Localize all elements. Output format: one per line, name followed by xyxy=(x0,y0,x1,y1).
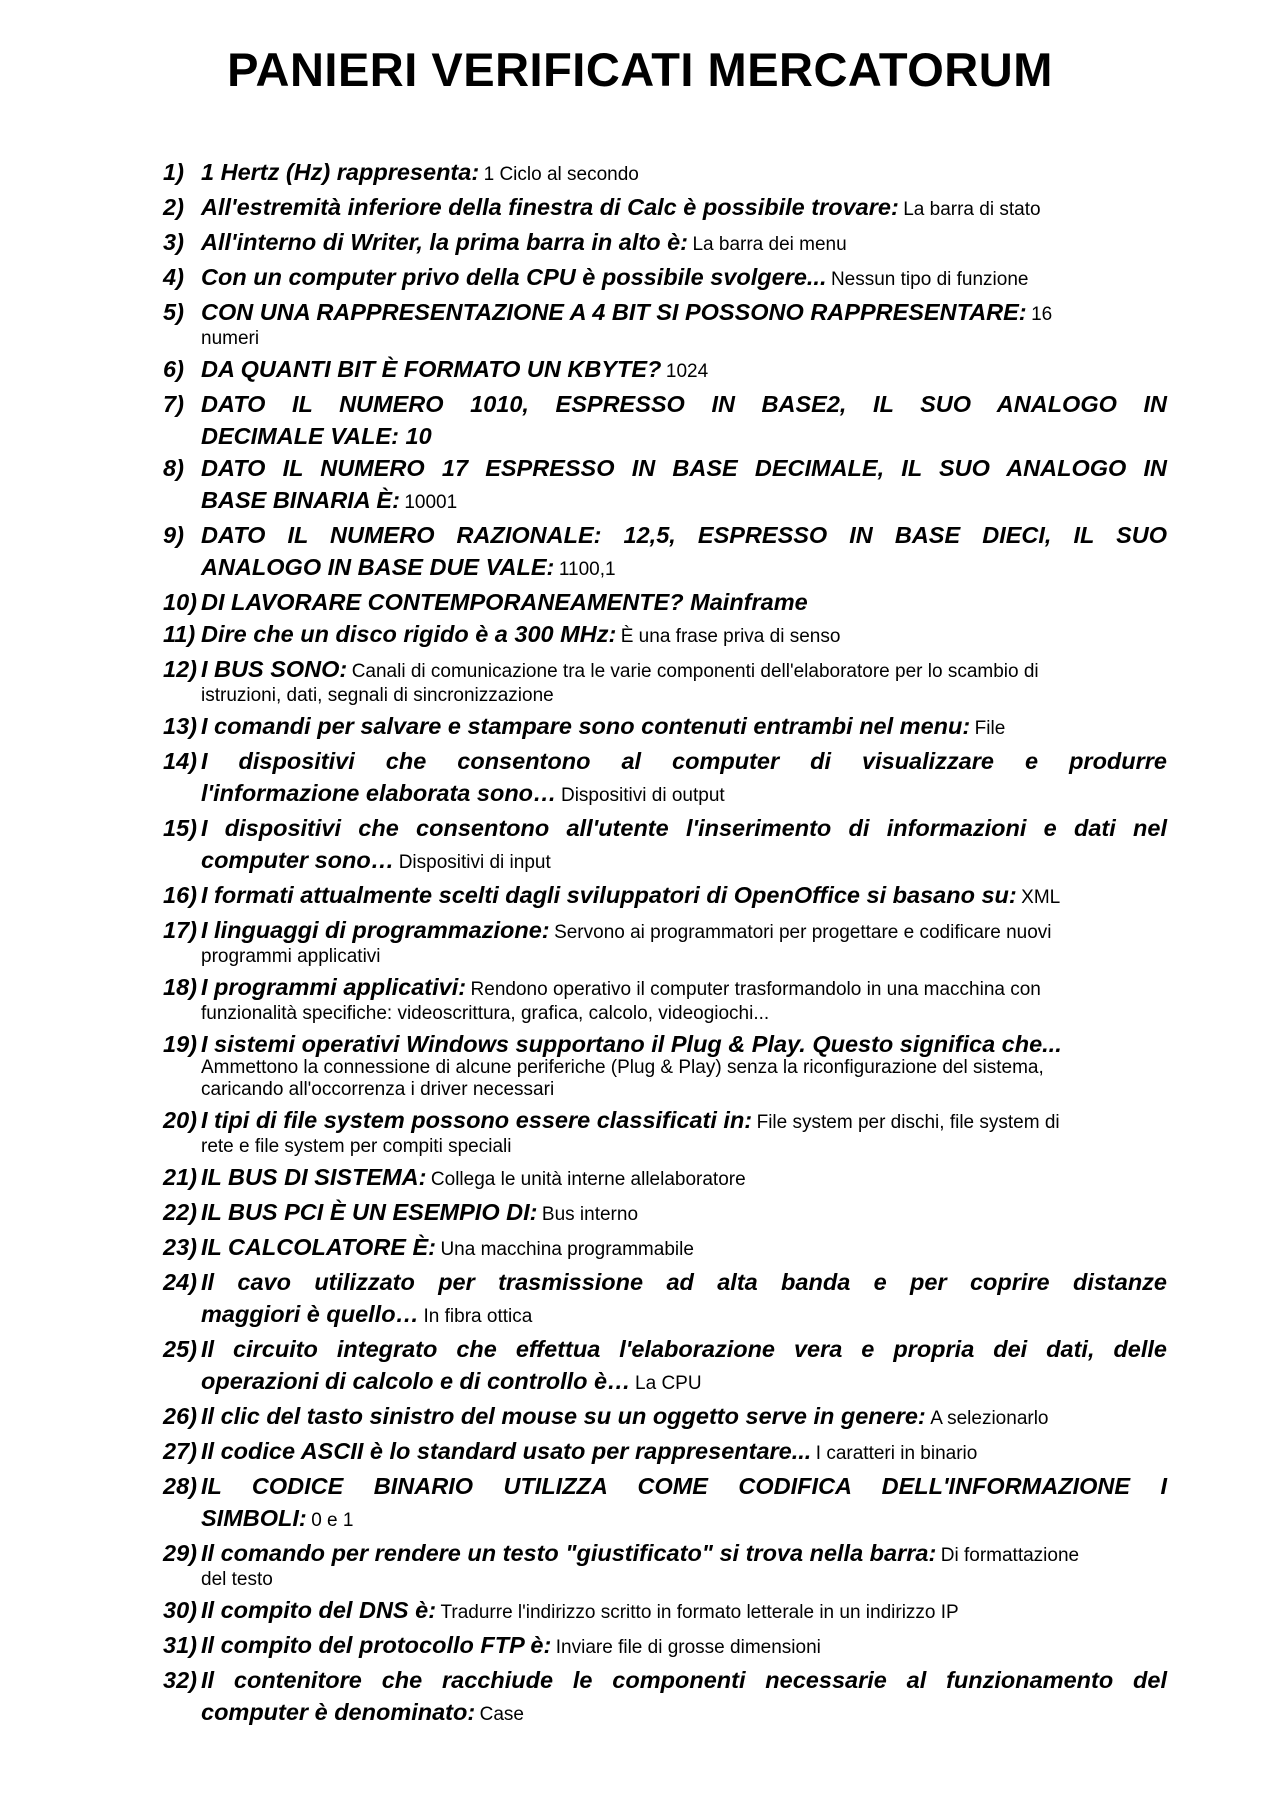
list-item xyxy=(163,388,1167,452)
answer-text: 1 Ciclo al secondo xyxy=(483,164,639,185)
answer-continuation: del testo xyxy=(201,1569,273,1590)
question-line xyxy=(201,191,1167,226)
answer-text: Inviare file di grosse dimensioni xyxy=(555,1637,821,1658)
item-number: 13) xyxy=(163,713,197,739)
question-text: DATO IL NUMERO 17 ESPRESSO IN BASE DECIMALE, IL SUO ANALOGO IN xyxy=(201,455,1167,481)
question-line xyxy=(201,1333,1167,1365)
question-line xyxy=(201,710,1167,745)
question-text: I formati attualmente scelti dagli sviluppatori di OpenOffice si basano su: xyxy=(201,882,1017,908)
item-number: 26) xyxy=(163,1403,197,1429)
answer-text: File xyxy=(974,718,1006,739)
question-text: DA QUANTI BIT È FORMATO UN KBYTE? xyxy=(201,356,662,382)
item-number: 27) xyxy=(163,1438,197,1464)
list-item xyxy=(163,586,1167,618)
answer-continuation: rete e file system per compiti speciali xyxy=(201,1136,512,1157)
answer-text: Bus interno xyxy=(541,1204,639,1225)
answer-text: 10001 xyxy=(404,492,458,513)
question-line xyxy=(201,1196,1167,1231)
question-text: DI LAVORARE CONTEMPORANEAMENTE? Mainframe xyxy=(201,589,808,615)
answer-text: La barra di stato xyxy=(903,199,1041,220)
question-text: computer sono… xyxy=(201,847,395,873)
question-text: I sistemi operativi Windows supportano il Plug & Play. Questo significa che... xyxy=(201,1031,1062,1057)
item-number: 3) xyxy=(163,229,184,255)
answer-continuation: caricando all'occorrenza i driver necessari xyxy=(201,1079,555,1100)
list-item xyxy=(163,1104,1167,1159)
item-number: 30) xyxy=(163,1597,197,1623)
question-text: IL BUS DI SISTEMA: xyxy=(201,1164,427,1190)
list-item xyxy=(163,1400,1167,1435)
list-item xyxy=(163,1333,1167,1400)
item-number: 6) xyxy=(163,356,184,382)
question-line xyxy=(201,1502,1167,1537)
answer-text: XML xyxy=(1021,887,1061,908)
list-item xyxy=(163,653,1167,708)
question-text: DATO IL NUMERO 1010, ESPRESSO IN BASE2, IL SUO ANALOGO IN xyxy=(201,391,1167,417)
item-number: 15) xyxy=(163,815,197,841)
list-item xyxy=(163,1664,1167,1731)
question-line xyxy=(201,519,1167,551)
item-number: 28) xyxy=(163,1473,197,1499)
answer-text: La barra dei menu xyxy=(692,234,847,255)
question-text: Il compito del protocollo FTP è: xyxy=(201,1632,552,1658)
question-line xyxy=(201,1470,1167,1502)
item-number: 25) xyxy=(163,1336,197,1362)
question-line xyxy=(201,777,1167,812)
question-line xyxy=(201,551,1167,586)
question-text: SIMBOLI: xyxy=(201,1505,307,1531)
question-line xyxy=(201,1266,1167,1298)
question-line xyxy=(201,484,1167,519)
question-text: BASE BINARIA È: xyxy=(201,487,400,513)
item-number: 29) xyxy=(163,1540,197,1566)
answer-text: La CPU xyxy=(635,1373,702,1394)
list-item xyxy=(163,353,1167,388)
answer-text: Una macchina programmabile xyxy=(440,1239,694,1260)
question-text: DATO IL NUMERO RAZIONALE: 12,5, ESPRESSO IN BASE DIECI, IL SUO xyxy=(201,522,1167,548)
answer-text: Servono ai programmatori per progettare e codificare nuovi xyxy=(554,922,1052,943)
question-text: I dispositivi che consentono all'utente l'inserimento di informazioni e dati nel xyxy=(201,815,1167,841)
question-line xyxy=(201,226,1167,261)
question-line xyxy=(201,1365,1167,1400)
list-item xyxy=(163,191,1167,226)
list-item xyxy=(163,1470,1167,1537)
list-item xyxy=(163,1629,1167,1664)
answer-continuation: funzionalità specifiche: videoscrittura, grafica, calcolo, videogiochi... xyxy=(201,1003,770,1024)
item-number: 23) xyxy=(163,1234,197,1260)
question-text: I tipi di file system possono essere classificati in: xyxy=(201,1107,753,1133)
list-item xyxy=(163,914,1167,969)
item-number: 24) xyxy=(163,1269,197,1295)
question-text: I linguaggi di programmazione: xyxy=(201,917,550,943)
item-number: 1) xyxy=(163,159,184,185)
question-text: maggiori è quello… xyxy=(201,1301,420,1327)
list-item xyxy=(163,226,1167,261)
question-list xyxy=(163,156,1167,1731)
question-text: Il cavo utilizzato per trasmissione ad alta banda e per coprire distanze xyxy=(201,1269,1167,1295)
list-item xyxy=(163,971,1167,1026)
answer-text: 0 e 1 xyxy=(311,1510,354,1531)
list-item xyxy=(163,812,1167,879)
question-text: All'estremità inferiore della finestra di Calc è possibile trovare: xyxy=(201,194,899,220)
question-line xyxy=(201,1537,1167,1572)
answer-text: 1024 xyxy=(665,361,709,382)
answer-continuation: Ammettono la connessione di alcune periferiche (Plug & Play) senza la riconfigurazione del sistema, xyxy=(201,1057,1044,1078)
item-number: 18) xyxy=(163,974,197,1000)
question-line xyxy=(201,1298,1167,1333)
question-line xyxy=(201,261,1167,296)
question-text: IL CALCOLATORE È: xyxy=(201,1234,436,1260)
list-item xyxy=(163,1028,1167,1102)
question-line xyxy=(201,1594,1167,1629)
answer-continuation: numeri xyxy=(201,328,260,349)
question-line xyxy=(201,586,1167,618)
list-item xyxy=(163,1537,1167,1592)
question-text: All'interno di Writer, la prima barra in alto è: xyxy=(201,229,689,255)
answer-text: I caratteri in binario xyxy=(815,1443,978,1464)
question-line xyxy=(201,1231,1167,1266)
item-number: 9) xyxy=(163,522,184,548)
item-number: 31) xyxy=(163,1632,197,1658)
answer-text: Dispositivi di output xyxy=(560,785,725,806)
question-text: 1 Hertz (Hz) rappresenta: xyxy=(201,159,480,185)
question-line xyxy=(201,1435,1167,1470)
list-item xyxy=(163,618,1167,653)
item-number: 10) xyxy=(163,589,197,615)
question-text: ANALOGO IN BASE DUE VALE: xyxy=(201,554,555,580)
question-text: Il contenitore che racchiude le componenti necessarie al funzionamento del xyxy=(201,1667,1167,1693)
question-line xyxy=(201,1161,1167,1196)
question-line xyxy=(201,1696,1167,1731)
question-text: IL CODICE BINARIO UTILIZZA COME CODIFICA DELL'INFORMAZIONE I xyxy=(201,1473,1167,1499)
question-text: I BUS SONO: xyxy=(201,656,348,682)
item-number: 12) xyxy=(163,656,197,682)
answer-text: Di formattazione xyxy=(940,1545,1080,1566)
list-item xyxy=(163,1196,1167,1231)
answer-text: 1100,1 xyxy=(558,559,616,580)
question-line xyxy=(201,844,1167,879)
list-item xyxy=(163,879,1167,914)
question-line xyxy=(201,452,1167,484)
answer-text: Case xyxy=(479,1704,524,1725)
question-text: Il compito del DNS è: xyxy=(201,1597,437,1623)
item-number: 22) xyxy=(163,1199,197,1225)
question-text: Dire che un disco rigido è a 300 MHz: xyxy=(201,621,617,647)
answer-text: È una frase priva di senso xyxy=(620,626,841,647)
question-text: Il codice ASCII è lo standard usato per rappresentare... xyxy=(201,1438,812,1464)
answer-text: Collega le unità interne allelaboratore xyxy=(430,1169,746,1190)
question-line xyxy=(201,388,1167,420)
answer-continuation: istruzioni, dati, segnali di sincronizzazione xyxy=(201,685,554,706)
item-number: 16) xyxy=(163,882,197,908)
question-line xyxy=(201,353,1167,388)
answer-text: 16 xyxy=(1031,304,1053,325)
question-line xyxy=(201,1664,1167,1696)
question-text: operazioni di calcolo e di controllo è… xyxy=(201,1368,631,1394)
question-text: I programmi applicativi: xyxy=(201,974,467,1000)
question-line xyxy=(201,156,1167,191)
question-text: IL BUS PCI È UN ESEMPIO DI: xyxy=(201,1199,538,1225)
item-number: 11) xyxy=(163,621,196,647)
page-title: PANIERI VERIFICATI MERCATORUM xyxy=(227,43,1053,96)
answer-text: File system per dischi, file system di xyxy=(756,1112,1060,1133)
item-number: 19) xyxy=(163,1031,197,1057)
list-item xyxy=(163,1594,1167,1629)
question-line xyxy=(201,879,1167,914)
question-text: Il clic del tasto sinistro del mouse su un oggetto serve in genere: xyxy=(201,1403,926,1429)
question-line xyxy=(201,745,1167,777)
item-number: 20) xyxy=(163,1107,197,1133)
answer-text: In fibra ottica xyxy=(423,1306,533,1327)
question-line xyxy=(201,618,1167,653)
list-item xyxy=(163,261,1167,296)
item-number: 4) xyxy=(163,264,184,290)
list-item xyxy=(163,710,1167,745)
question-text: Il comando per rendere un testo "giustificato" si trova nella barra: xyxy=(201,1540,937,1566)
question-line xyxy=(201,296,1167,331)
answer-text: Tradurre l'indirizzo scritto in formato letterale in un indirizzo IP xyxy=(440,1602,959,1623)
question-text: Con un computer privo della CPU è possibile svolgere... xyxy=(201,264,827,290)
question-line xyxy=(201,1400,1167,1435)
list-item xyxy=(163,1231,1167,1266)
question-line xyxy=(201,812,1167,844)
list-item xyxy=(163,296,1167,351)
item-number: 2) xyxy=(163,194,184,220)
answer-text: Nessun tipo di funzione xyxy=(830,269,1029,290)
list-item xyxy=(163,156,1167,191)
question-text: Il circuito integrato che effettua l'elaborazione vera e propria dei dati, delle xyxy=(201,1336,1167,1362)
item-number: 14) xyxy=(163,748,197,774)
answer-text: Dispositivi di input xyxy=(398,852,551,873)
question-text: DECIMALE VALE: 10 xyxy=(201,423,432,449)
answer-text: Canali di comunicazione tra le varie componenti dell'elaboratore per lo scambio di xyxy=(351,661,1039,682)
question-text: CON UNA RAPPRESENTAZIONE A 4 BIT SI POSSONO RAPPRESENTARE: xyxy=(201,299,1027,325)
list-item xyxy=(163,1161,1167,1196)
item-number: 21) xyxy=(163,1164,197,1190)
answer-continuation: programmi applicativi xyxy=(201,946,381,967)
list-item xyxy=(163,1266,1167,1333)
answer-text: Rendono operativo il computer trasformandolo in una macchina con xyxy=(470,979,1041,1000)
item-number: 17) xyxy=(163,917,197,943)
item-number: 5) xyxy=(163,299,184,325)
item-number: 32) xyxy=(163,1667,197,1693)
question-text: computer è denominato: xyxy=(201,1699,476,1725)
item-number: 7) xyxy=(163,391,184,417)
list-item xyxy=(163,1435,1167,1470)
question-line xyxy=(201,1629,1167,1664)
question-text: I comandi per salvare e stampare sono contenuti entrambi nel menu: xyxy=(201,713,971,739)
list-item xyxy=(163,452,1167,519)
question-text: I dispositivi che consentono al computer di visualizzare e produrre xyxy=(201,748,1167,774)
list-item xyxy=(163,519,1167,586)
question-text: l'informazione elaborata sono… xyxy=(201,780,557,806)
list-item xyxy=(163,745,1167,812)
item-number: 8) xyxy=(163,455,184,481)
answer-text: A selezionarlo xyxy=(930,1408,1049,1429)
question-line xyxy=(201,420,1167,452)
